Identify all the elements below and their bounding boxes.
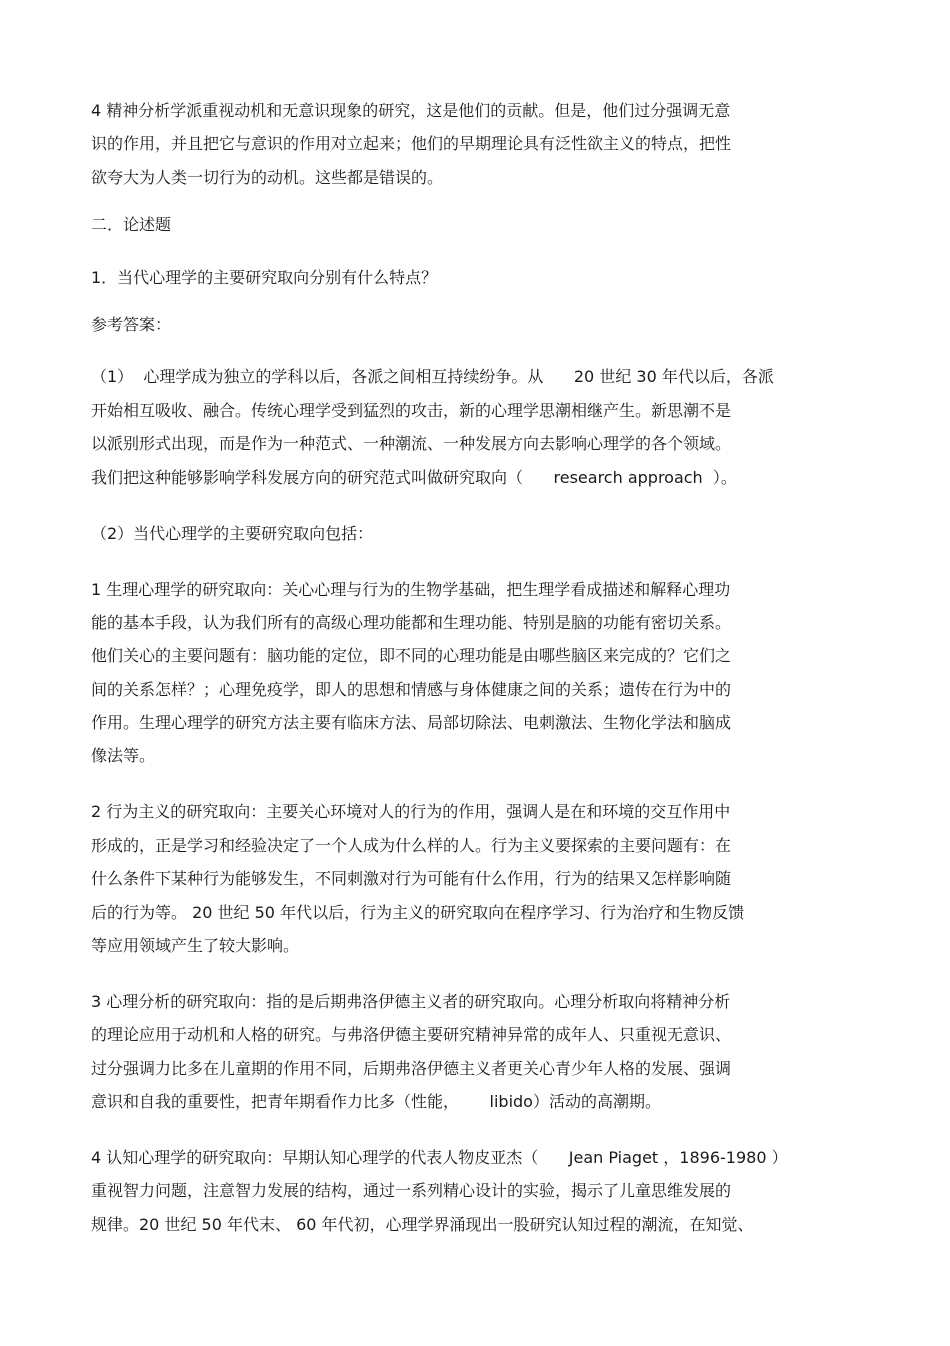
text-line: 像法等。 (91, 746, 156, 765)
text-line: 4 认知心理学的研究取向：早期认知心理学的代表人物皮亚杰（ Jean Piaget ，1896-1980 ） (91, 1148, 788, 1167)
text-line: 4 精神分析学派重视动机和无意识现象的研究，这是他们的贡献。但是，他们过分强调无意 (91, 101, 731, 120)
text-line: 等应用领域产生了较大影响。 (91, 936, 300, 955)
text-line: 他们关心的主要问题有：脑功能的定位，即不同的心理功能是由哪些脑区来完成的？它们之 (91, 646, 732, 665)
text-line: 什么条件下某种行为能够发生，不同刺激对行为可能有什么作用，行为的结果又怎样影响随 (91, 869, 732, 888)
text-line: 1 生理心理学的研究取向：关心心理与行为的生物学基础，把生理学看成描述和解释心理功 (91, 580, 731, 599)
text-line: 重视智力问题，注意智力发展的结构，通过一系列精心设计的实验，揭示了儿童思维发展的 (91, 1181, 732, 1200)
text-line: 2 行为主义的研究取向：主要关心环境对人的行为的作用，强调人是在和环境的交互作用中 (91, 802, 731, 821)
text-line: 我们把这种能够影响学科发展方向的研究范式叫做研究取向（ research approach ）。 (91, 468, 737, 487)
text-line: 能的基本手段，认为我们所有的高级心理功能都和生理功能、特别是脑的功能有密切关系。 (91, 613, 732, 632)
text-line: 以派别形式出现，而是作为一种范式、一种潮流、一种发展方向去影响心理学的各个领域。 (91, 434, 732, 453)
text-line: 识的作用，并且把它与意识的作用对立起来；他们的早期理论具有泛性欲主义的特点，把性 (91, 134, 732, 153)
text-line: 作用。生理心理学的研究方法主要有临床方法、局部切除法、电刺激法、生物化学法和脑成 (91, 713, 732, 732)
section-heading: 二．论述题 (91, 215, 172, 234)
text-line: 间的关系怎样？；心理免疫学，即人的思想和情感与身体健康之间的关系；遗传在行为中的 (91, 680, 732, 699)
text-line: （2）当代心理学的主要研究取向包括： (91, 524, 374, 543)
text-line: 开始相互吸收、融合。传统心理学受到猛烈的攻击，新的心理学思潮相继产生。新思潮不是 (91, 401, 732, 420)
text-line: 的理论应用于动机和人格的研究。与弗洛伊德主要研究精神异常的成年人、只重视无意识、 (91, 1025, 732, 1044)
text-line: 欲夸大为人类一切行为的动机。这些都是错误的。 (91, 168, 444, 187)
text-line: 意识和自我的重要性，把青年期看作力比多（性能， libido）活动的高潮期。 (91, 1092, 661, 1111)
question-title: 1．当代心理学的主要研究取向分别有什么特点？ (91, 268, 438, 287)
text-line: 规律。20 世纪 50 年代末、 60 年代初，心理学界涌现出一股研究认知过程的潮流，在知觉、 (91, 1215, 754, 1234)
text-line: 形成的，正是学习和经验决定了一个人成为什么样的人。行为主义要探索的主要问题有：在 (91, 836, 732, 855)
text-line: 过分强调力比多在儿童期的作用不同，后期弗洛伊德主义者更关心青少年人格的发展、强调 (91, 1059, 732, 1078)
text-line: 后的行为等。 20 世纪 50 年代以后，行为主义的研究取向在程序学习、行为治疗和生物反馈 (91, 903, 745, 922)
answer-label: 参考答案： (91, 315, 172, 334)
text-line: （1） 心理学成为独立的学科以后，各派之间相互持续纷争。从 20 世纪 30 年代以后，各派 (91, 367, 774, 386)
text-line: 3 心理分析的研究取向：指的是后期弗洛伊德主义者的研究取向。心理分析取向将精神分析 (91, 992, 731, 1011)
